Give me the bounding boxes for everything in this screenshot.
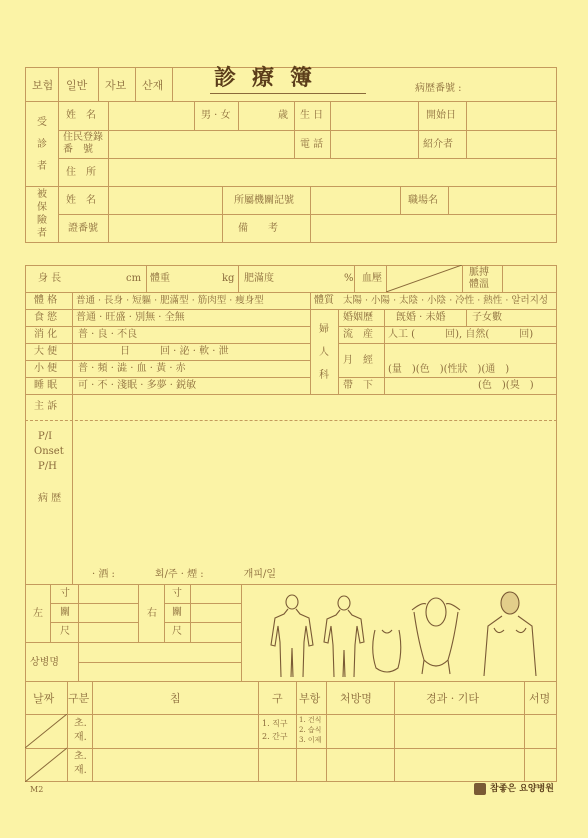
body-diagram[interactable]: [262, 590, 547, 678]
sleep-label: 睡 眠: [34, 380, 58, 391]
col-cupping: 부항: [299, 692, 321, 705]
obesity-unit: %: [344, 273, 354, 284]
history-pi: P/I: [38, 431, 53, 442]
weight-unit: kg: [222, 273, 235, 284]
patient-name-label: 姓 名: [66, 110, 96, 121]
urine-options[interactable]: 普 · 頻 · 澁 · 血 · 黃 · 赤: [78, 363, 186, 374]
constitution-label: 體質: [314, 295, 334, 306]
women-section-2: 人: [319, 347, 329, 358]
digestion-options[interactable]: 普 · 良 · 不良: [78, 329, 138, 340]
reg-number-label-2: 番 號: [63, 144, 93, 155]
height-label: 身 長: [38, 273, 62, 284]
referrer-label: 紹介者: [423, 139, 453, 150]
insured-section-1: 被: [37, 189, 47, 200]
note-label: 備 考: [238, 223, 278, 234]
col-acupuncture: 침: [170, 692, 181, 705]
obesity-label: 肥滿度: [244, 273, 274, 284]
women-section-1: 婦: [319, 324, 329, 335]
women-section-3: 科: [319, 370, 329, 381]
body-front-icon[interactable]: [271, 595, 313, 677]
weight-label: 體重: [150, 273, 170, 284]
leukorrhea-label: 帶 下: [343, 380, 373, 391]
col-prescription: 처방명: [340, 692, 372, 705]
history-ph: P/H: [38, 461, 57, 472]
category-general[interactable]: 일반: [66, 79, 88, 92]
abortion-label: 流 産: [343, 329, 373, 340]
reg-number-label-1: 住民登錄: [63, 132, 103, 143]
page-title: 診療簿: [214, 65, 329, 91]
pulse-left-guan: 關: [60, 607, 70, 618]
patient-section-1: 受: [37, 117, 47, 128]
abortion-values[interactable]: 人工 ( 回), 自然( 回): [388, 329, 534, 340]
disease-label: 상병명: [30, 657, 59, 668]
cup-dry[interactable]: 1. 건식: [299, 716, 322, 724]
pulse-left-label: 左: [33, 608, 43, 619]
category-insurance[interactable]: 보험: [32, 79, 54, 92]
col-sign: 서명: [529, 692, 551, 705]
stool-label: 大 便: [34, 346, 58, 357]
pulse-left-cun: 寸: [60, 588, 70, 599]
menses-label: 月 經: [343, 355, 373, 366]
appetite-options[interactable]: 普通 · 旺盛 · 別無 · 全無: [76, 312, 185, 323]
cup-wet[interactable]: 2. 습식: [299, 726, 322, 734]
kind-return-2[interactable]: 재.: [74, 765, 87, 776]
pulse-right-guan: 關: [172, 607, 182, 618]
patient-box: [25, 101, 557, 243]
appetite-label: 食 慾: [34, 312, 58, 323]
sex-label[interactable]: 男 · 女: [201, 110, 231, 121]
build-options[interactable]: 普通 · 長身 · 短軀 · 肥滿型 · 筋肉型 · 痩身型: [76, 295, 264, 306]
birth-label: 生 日: [300, 110, 324, 121]
pulse-left-chi: 尺: [60, 626, 70, 637]
col-kind: 구분: [68, 692, 90, 705]
temp-label: 體溫: [469, 279, 489, 290]
kind-first-1[interactable]: 초.: [74, 718, 87, 729]
bp-label: 血壓: [362, 273, 382, 284]
pulse-right-chi: 尺: [172, 626, 182, 637]
marriage-label: 婚姻歷: [343, 312, 373, 323]
hospital-logo-icon: [474, 783, 486, 795]
pulse-right-label: 右: [147, 608, 157, 619]
insured-section-2: 保: [37, 202, 47, 213]
marriage-options[interactable]: 旣婚 · 未婚: [396, 312, 446, 323]
constitution-options[interactable]: 太陽 · 小陽 · 太陰 · 小陰 · 冷性 · 熱性 · 알러지성: [343, 295, 549, 306]
upper-body-icon[interactable]: [484, 592, 536, 676]
age-label: 歳: [278, 110, 288, 121]
insured-name-label: 姓 名: [66, 195, 96, 206]
torso-icon[interactable]: [412, 598, 460, 674]
height-unit: cm: [126, 273, 142, 284]
abdomen-icon[interactable]: [373, 630, 401, 672]
history-onset: Onset: [34, 446, 64, 457]
form-code: M2: [30, 785, 44, 794]
digestion-label: 消 化: [34, 329, 58, 340]
kind-return-1[interactable]: 재.: [74, 732, 87, 743]
children-label: 子女數: [472, 312, 502, 323]
workplace-label: 職場名: [408, 195, 438, 206]
category-auto[interactable]: 자보: [105, 79, 127, 92]
col-progress: 경과 · 기타: [426, 692, 479, 705]
chart-number-label: 病歴番號 :: [415, 83, 462, 94]
kind-first-2[interactable]: 초.: [74, 751, 87, 762]
col-moxa: 구: [272, 692, 283, 705]
cup-remove[interactable]: 3. 이제: [299, 736, 322, 744]
org-code-label: 所屬機關記號: [234, 195, 294, 206]
phone-label: 電 話: [300, 139, 324, 150]
leukorrhea-values[interactable]: (色 )(臭 ): [478, 380, 534, 391]
patient-section-3: 者: [37, 161, 47, 172]
address-label: 住 所: [66, 167, 96, 178]
history-label: 病 歴: [38, 493, 62, 504]
hospital-name: 참좋은 요양병원: [490, 784, 554, 794]
sleep-options[interactable]: 可 · 不 · 淺眠 · 多夢 · 鋭敏: [78, 380, 197, 391]
moxa-direct[interactable]: 1. 직구: [262, 719, 288, 728]
insured-section-4: 者: [37, 228, 47, 239]
complaint-label: 主 訴: [34, 401, 58, 412]
insured-section-3: 險: [37, 215, 47, 226]
pulse-right-cun: 寸: [172, 588, 182, 599]
col-date: 날짜: [33, 692, 55, 705]
start-date-label: 開始日: [426, 110, 456, 121]
category-industrial[interactable]: 산재: [142, 79, 164, 92]
cert-number-label: 證番號: [68, 223, 98, 234]
body-back-icon[interactable]: [324, 596, 364, 677]
moxa-indirect[interactable]: 2. 간구: [262, 732, 288, 741]
habits-line[interactable]: · 酒 : 회/주 · 煙 : 개피/일: [92, 569, 277, 580]
pulse-label: 脈搏: [469, 267, 489, 278]
patient-section-2: 診: [37, 139, 47, 150]
build-label: 體 格: [34, 295, 58, 306]
stool-options[interactable]: 日 回 · 泌 · 軟 · 泄: [120, 346, 229, 357]
menses-values[interactable]: (量 )(色 )(性狀 )(通 ): [388, 364, 510, 375]
urine-label: 小 便: [34, 363, 58, 374]
